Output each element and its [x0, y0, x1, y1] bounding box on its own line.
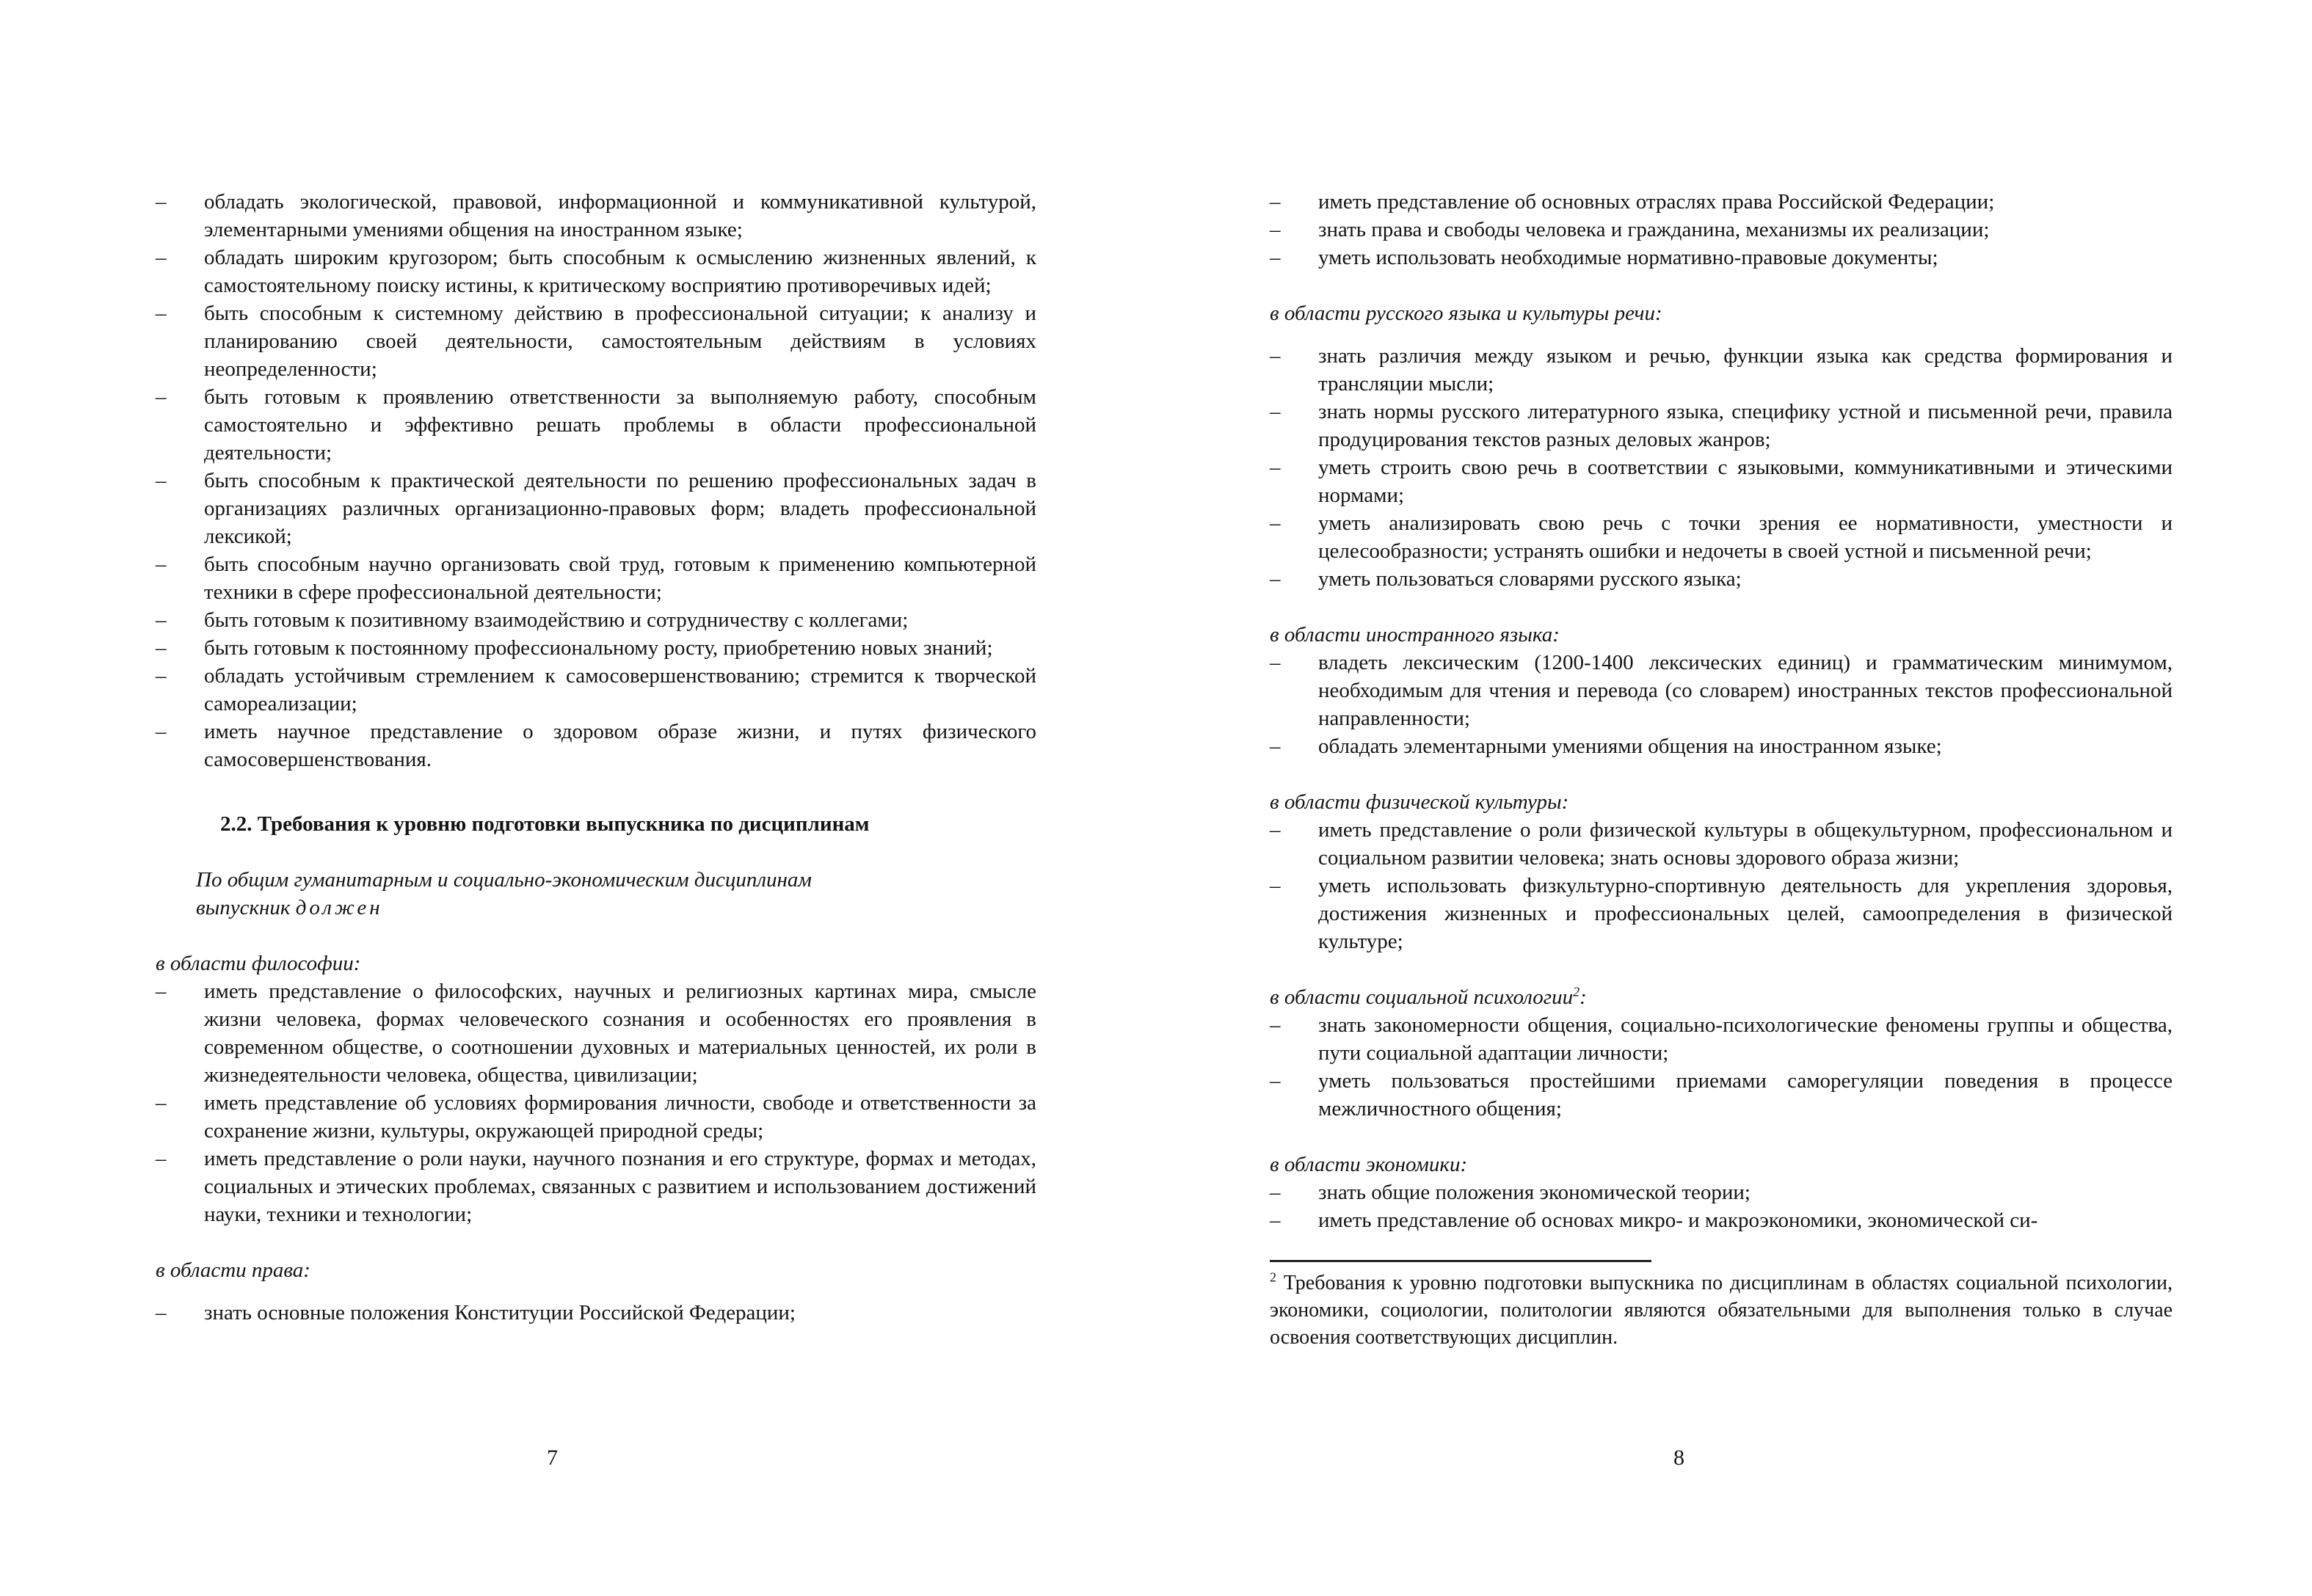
law-continued-list	[1270, 188, 2173, 272]
russian-list	[1270, 342, 2173, 593]
list-item: – быть способным к системному действию в профессиональной ситуации; к анализу и планированию своей деятельности, самостоятельным действиям в условиях неопределенности;	[156, 302, 1036, 381]
competency-list	[156, 188, 1036, 773]
list-item: – знать закономерности общения, социально-психологические феномены группы и общества, пути социальной адаптации личности;	[1270, 1013, 2173, 1065]
list-item: – уметь строить свою речь в соответствии с языковыми, коммуникативными и этическими нормами;	[1270, 456, 2173, 507]
list-item: – иметь представление о философских, научных и религиозных картинах мира, смысле жизни человека, формах человеческого сознания и особенностях его проявления в современном обществе, о соотношении духовных и материальных ценностей, их роли в жизнедеятельности человека, общества, цивилизации;	[156, 980, 1036, 1087]
list-item: – уметь использовать физкультурно-спортивную деятельность для укрепления здоровья, достижения жизненных и профессиональных целей, самоопределения в физической культуре;	[1270, 874, 2173, 953]
physical-list	[1270, 816, 2173, 955]
list-item: – иметь представление об основных отраслях права Российской Федерации;	[1270, 190, 1995, 214]
section-title: 2.2. Требования к уровню подготовки выпускника по дисциплинам	[220, 812, 870, 836]
list-item: – уметь пользоваться простейшими приемами саморегуляции поведения в процессе межличностного общения;	[1270, 1069, 2173, 1121]
list-item: – быть готовым к позитивному взаимодействию и сотрудничеству с коллегами;	[156, 608, 909, 632]
subsection-heading-physical: в области физической культуры:	[1270, 790, 1569, 814]
subsection-heading-russian: в области русского языка и культуры речи:	[1270, 302, 1662, 325]
list-item: – быть готовым к проявлению ответственности за выполняемую работу, способным самостоятельно и эффективно решать проблемы в области профессиональной деятельности;	[156, 385, 1036, 464]
law-list	[156, 1299, 1036, 1327]
list-item: – обладать экологической, правовой, информационной и коммуникативной культурой, элементарными умениями общения на иностранном языке;	[156, 190, 1036, 241]
section-intro: По общим гуманитарным и социально-экономическим дисциплинам выпускник должен	[196, 868, 812, 919]
foreign-list	[1270, 649, 2173, 760]
page-number-right: 8	[1673, 1446, 1684, 1470]
list-item: – иметь представление об основах микро- и макроэкономики, экономической си-	[1270, 1209, 2038, 1232]
list-item: – обладать устойчивым стремлением к самосовершенствованию; стремится к творческой самореализации;	[156, 664, 1036, 715]
economics-list	[1270, 1178, 2173, 1234]
list-item: – иметь представление об условиях формирования личности, свободе и ответственности за сохранение жизни, культуры, окружающей природной среды;	[156, 1091, 1036, 1143]
footnote: $^2$ Требования к уровню подготовки выпускника по дисциплинам в областях социальной психологии, экономики, социологии, политологии являются обязательными для выполнения только в случае освоения соответствующих дисциплин.	[1270, 1269, 2173, 1349]
social-psychology-list	[1270, 1011, 2173, 1123]
left-page	[156, 188, 1036, 1327]
list-item: – иметь научное представление о здоровом образе жизни, и путях физического самосовершенствования.	[156, 720, 1036, 771]
list-item: – знать общие положения экономической теории;	[1270, 1181, 1751, 1204]
list-item: – быть готовым к постоянному профессиональному росту, приобретению новых знаний;	[156, 636, 993, 660]
subsection-heading-law: в области права:	[156, 1258, 310, 1282]
subsection-heading-philosophy: в области философии:	[156, 952, 361, 975]
list-item: – знать основные положения Конституции Российской Федерации;	[156, 1301, 796, 1324]
list-item: – уметь пользоваться словарями русского языка;	[1270, 567, 1742, 591]
list-item: – быть способным к практической деятельности по решению профессиональных задач в организациях различных организационно-правовых форм; владеть профессиональной лексикой;	[156, 469, 1036, 548]
page-number-left: 7	[547, 1446, 558, 1470]
list-item: – знать различия между языком и речью, функции языка как средства формирования и трансляции мысли;	[1270, 344, 2173, 396]
list-item: – знать права и свободы человека и гражданина, механизмы их реализации;	[1270, 218, 1990, 241]
list-item: – уметь анализировать свою речь с точки зрения ее нормативности, уместности и целесообразности; устранять ошибки и недочеты в своей устной и письменной речи;	[1270, 511, 2173, 563]
subsection-heading-foreign: в области иностранного языка:	[1270, 623, 1560, 646]
list-item: – иметь представление о роли физической культуры в общекультурном, профессиональном и социальном развитии человека; знать основы здорового образа жизни;	[1270, 818, 2173, 870]
philosophy-list	[156, 977, 1036, 1228]
list-item: – уметь использовать необходимые нормативно-правовые документы;	[1270, 246, 1938, 269]
list-item: – обладать широким кругозором; быть способным к осмыслению жизненных явлений, к самостоятельному поиску истины, к критическому восприятию противоречивых идей;	[156, 246, 1036, 297]
subsection-heading-economics: в области экономики:	[1270, 1153, 1468, 1176]
subsection-heading-social-psychology: в области социальной психологии$^2$:	[1270, 984, 1587, 1009]
right-page	[1270, 188, 2173, 1351]
list-item: – иметь представление о роли науки, научного познания и его структуре, формах и методах, социальных и этических проблемах, связанных с развитием и использованием достижений науки, техники и технологии;	[156, 1147, 1036, 1226]
list-item: – владеть лексическим (1200-1400 лексических единиц) и грамматическим минимумом, необходимым для чтения и перевода (со словарем) иностранных текстов профессиональной направленности;	[1270, 651, 2173, 730]
footnote-divider	[1270, 1260, 1651, 1262]
list-item: – обладать элементарными умениями общения на иностранном языке;	[1270, 735, 1942, 758]
list-item: – знать нормы русского литературного языка, специфику устной и письменной речи, правила продуцирования текстов разных деловых жанров;	[1270, 400, 2173, 451]
footnote-reference: 2	[1573, 984, 1580, 999]
list-item: – быть способным научно организовать свой труд, готовым к применению компьютерной техники в сфере профессиональной деятельности;	[156, 553, 1036, 604]
